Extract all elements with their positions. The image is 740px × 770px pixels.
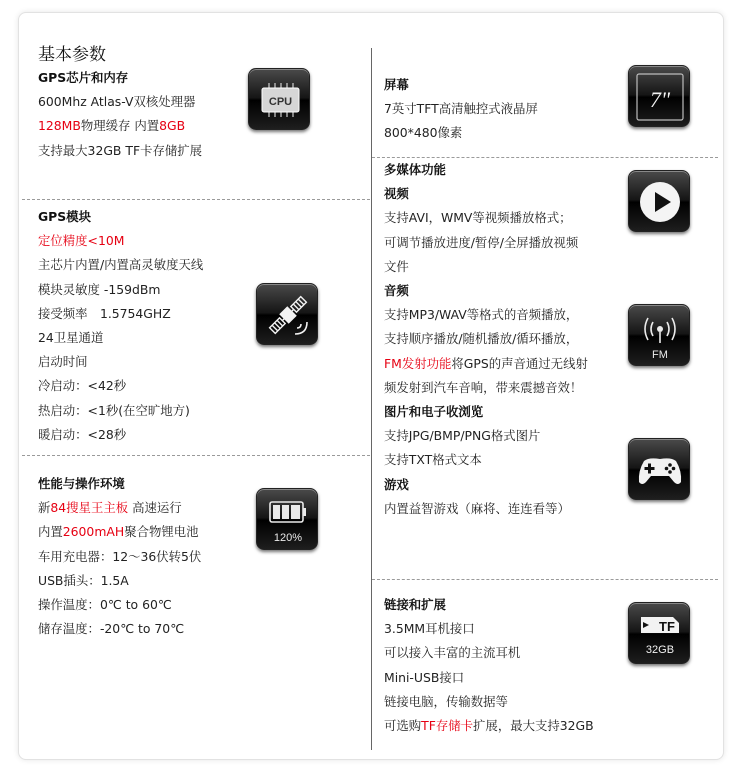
expansion-line: Mini-USB接口 — [384, 669, 465, 685]
gps-module-accuracy: 定位精度<10M — [38, 233, 125, 249]
audio-line: 支持MP3/WAV等格式的音频播放， — [384, 307, 579, 323]
highlight: 8GB — [159, 118, 186, 134]
text: 可选购 — [384, 718, 422, 734]
divider-left-2 — [22, 455, 370, 456]
column-divider — [371, 48, 372, 750]
gps-module-line: 暖启动：<28秒 — [38, 426, 127, 442]
gps-module-line: 冷启动：<42秒 — [38, 378, 127, 394]
performance-battery — [38, 520, 201, 544]
performance-heading: 性能与操作环境 — [38, 476, 125, 491]
fm-radio-icon — [628, 304, 690, 366]
gps-module-line: 24卫星通道 — [38, 330, 104, 346]
gps-chip-line: 600Mhz Atlas-V双核处理器 — [38, 94, 196, 110]
performance-line: 车用充电器：12～36伏转5伏 — [38, 548, 202, 564]
divider-right-2 — [372, 579, 718, 580]
gps-chip-heading: GPS芯片和内存 — [38, 70, 129, 85]
performance-line: USB插头：1.5A — [38, 572, 129, 588]
tf-icon-size: 32GB — [645, 644, 675, 656]
text: 高速运行 — [128, 500, 182, 516]
highlight: 2600mAH — [62, 524, 125, 540]
game-heading: 游戏 — [384, 476, 409, 492]
text: 将GPS的声音通过无线射 — [451, 355, 588, 371]
gps-module-line: 主芯片内置/内置高灵敏度天线 — [38, 257, 204, 273]
performance-section — [38, 472, 201, 641]
video-line: 可调节播放进度/暂停/全屏播放视频 — [384, 234, 579, 250]
multimedia-section — [384, 158, 588, 521]
tf-card-icon — [628, 602, 690, 664]
highlight: FM发射功能 — [384, 355, 452, 371]
gps-chip-memory — [38, 114, 202, 138]
performance-line: 储存温度：-20℃ to 70℃ — [38, 621, 185, 637]
expansion-tf-line — [384, 714, 594, 738]
highlight: 128MB — [38, 118, 81, 134]
gamepad-icon — [628, 438, 690, 500]
game-line: 内置益智游戏（麻将、连连看等） — [384, 500, 570, 516]
divider-left-1 — [22, 199, 370, 200]
gps-module-line: 启动时间 — [38, 354, 88, 370]
text: 扩展，最大支持32GB — [473, 718, 594, 734]
screen-7inch-icon — [628, 65, 690, 127]
image-line: 支持TXT格式文本 — [384, 452, 482, 468]
gps-chip-line: 支持最大32GB TF卡存储扩展 — [38, 142, 203, 158]
page-title: 基本参数 — [38, 45, 106, 65]
audio-fm-line — [384, 352, 588, 376]
satellite-icon — [256, 283, 318, 345]
cpu-icon — [248, 68, 310, 130]
expansion-line: 可以接入丰富的主流耳机 — [384, 645, 521, 661]
cpu-icon-label: CPU — [268, 96, 293, 108]
image-line: 支持JPG/BMP/PNG格式图片 — [384, 428, 541, 444]
audio-line: 支持顺序播放/随机播放/循环播放， — [384, 331, 579, 347]
audio-line: 频发射到汽车音响，带来震撼音效！ — [384, 379, 583, 395]
gps-module-line: 热启动：<1秒(在空旷地方) — [38, 402, 190, 418]
gps-module-section — [38, 205, 203, 447]
screen-line: 800*480像素 — [384, 125, 463, 141]
expansion-line: 链接电脑，传输数据等 — [384, 693, 508, 709]
text: 新 — [38, 500, 51, 516]
performance-board — [38, 496, 201, 520]
audio-heading: 音频 — [384, 283, 409, 299]
video-line: 支持AVI，WMV等视频播放格式； — [384, 210, 572, 226]
fm-icon-label: FM — [652, 349, 668, 361]
expansion-section — [384, 593, 594, 738]
text: 内置 — [38, 524, 63, 540]
video-line: 文件 — [384, 258, 409, 274]
play-icon — [628, 170, 690, 232]
expansion-line: 3.5MM耳机接口 — [384, 621, 475, 637]
screen-heading: 屏幕 — [384, 77, 409, 92]
battery-icon-label: 120% — [273, 532, 303, 544]
text: 聚合物锂电池 — [124, 524, 199, 540]
gps-module-line: 模块灵敏度 -159dBm — [38, 281, 161, 297]
screen-icon-label: 7" — [649, 87, 671, 112]
performance-line: 操作温度：0℃ to 60℃ — [38, 597, 172, 613]
screen-line: 7英寸TFT高清触控式液晶屏 — [384, 101, 538, 117]
multimedia-heading: 多媒体功能 — [384, 162, 446, 177]
video-heading: 视频 — [384, 186, 409, 202]
highlight: 84搜星王主板 — [50, 500, 129, 516]
image-heading: 图片和电子收浏览 — [384, 404, 484, 420]
text: 物理缓存 内置 — [80, 118, 160, 134]
screen-section — [384, 73, 538, 146]
gps-module-line: 接受频率 1.5754GHZ — [38, 305, 171, 321]
gps-chip-section — [38, 66, 202, 163]
expansion-heading: 链接和扩展 — [384, 597, 446, 612]
tf-icon-label: TF — [659, 619, 675, 634]
battery-icon — [256, 488, 318, 550]
highlight: TF存储卡 — [421, 718, 474, 734]
gps-module-heading: GPS模块 — [38, 209, 91, 224]
